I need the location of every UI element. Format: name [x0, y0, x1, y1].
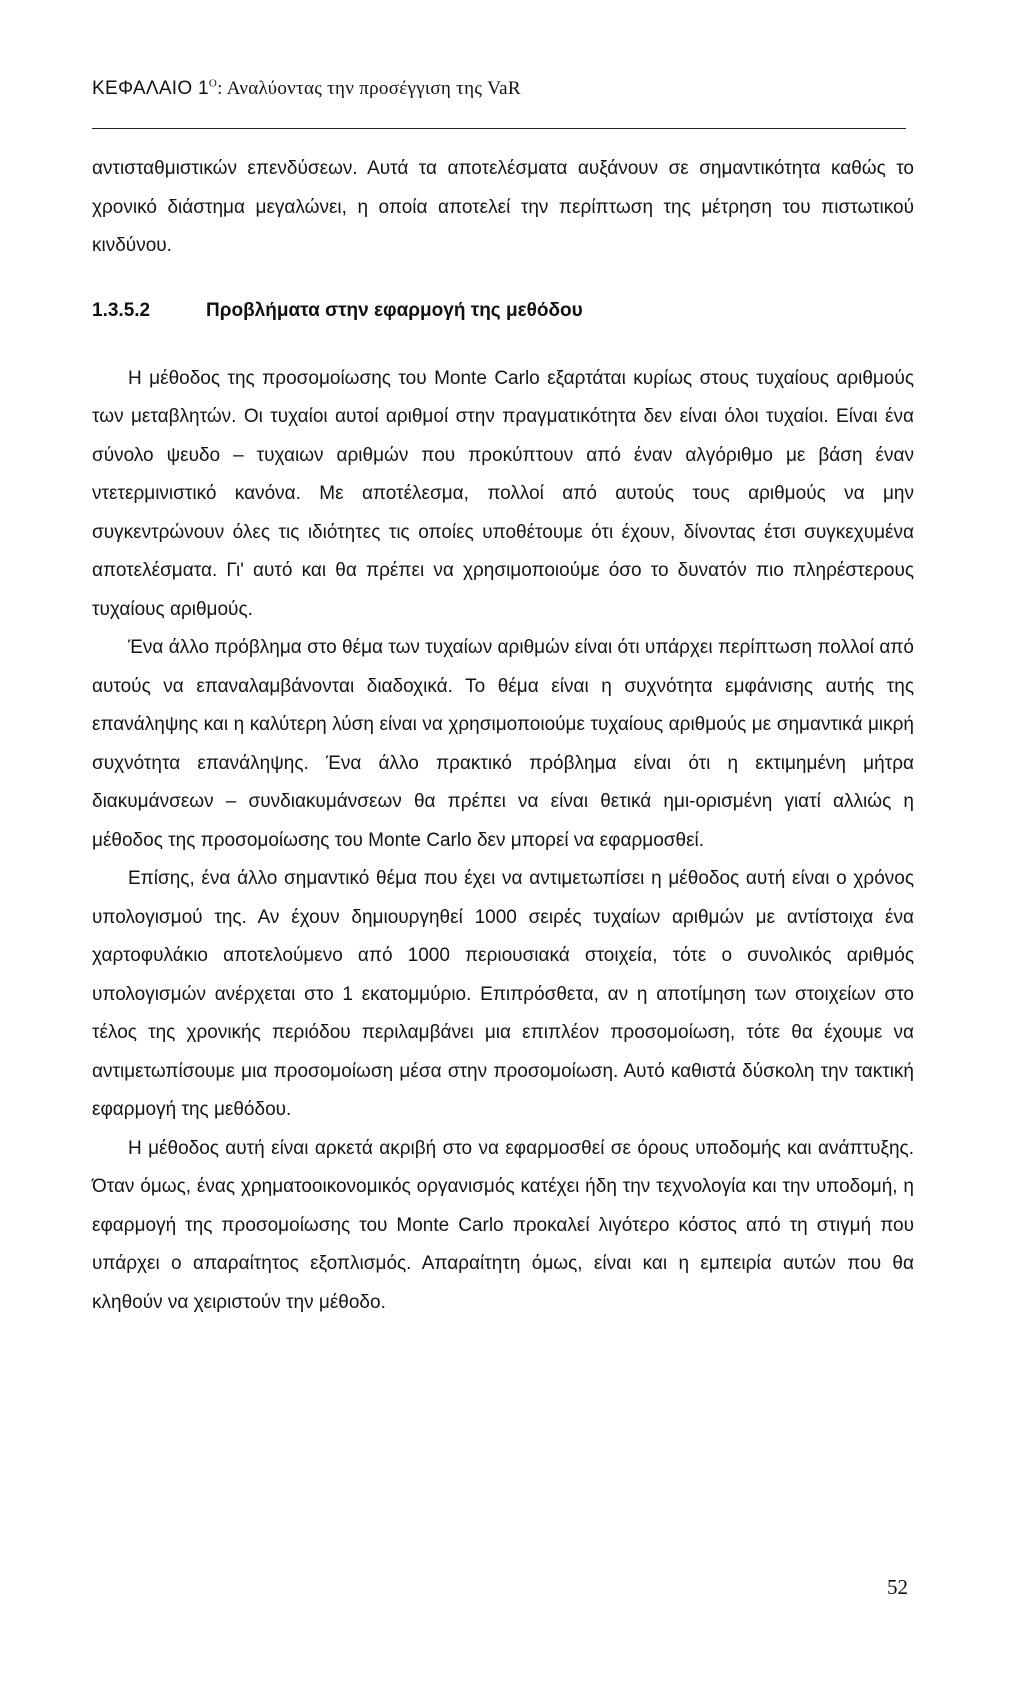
- chapter-superscript: Ο: [208, 77, 218, 90]
- paragraph-2: Ένα άλλο πρόβλημα στο θέμα των τυχαίων αριθμών είναι ότι υπάρχει περίπτωση πολλοί από αυτούς να επαναλαμβάνονται διαδοχικά. Το θέμα είναι η συχνότητα εμφάνισης αυτής της επανάληψης και η καλύτερη λύση είναι να χρησιμοποιούμε τυχαίους αριθμούς με σημαντικά μικρή συχνότητα επανάληψης. Ένα άλλο πρακτικό πρόβλημα είναι ότι η εκτιμημένη μήτρα διακυμάνσεων – συνδιακυμάνσεων θα πρέπει να είναι θετικά ημι-ορισμένη γιατί αλλιώς η μέθοδος της προσομοίωσης του Monte Carlo δεν μπορεί να εφαρμοσθεί.: [92, 637, 914, 851]
- chapter-label: ΚΕΦΑΛΑΙΟ 1: [92, 78, 209, 99]
- section-heading: [92, 298, 914, 324]
- paragraph-4: Η μέθοδος αυτή είναι αρκετά ακριβή στο να εφαρμοσθεί σε όρους υποδομής και ανάπτυξης. Όταν όμως, ένας χρηματοοικονομικός οργανισμός κατέχει ήδη την τεχνολογία και την υποδομή, η εφαρμογή της προσομοίωσης του Monte Carlo προκαλεί λιγότερο κόστος από τη στιγμή που υπάρχει ο απαραίτητος εξοπλισμός. Απαραίτητη όμως, είναι και η εμπειρία αυτών που θα κληθούν να χειριστούν την μέθοδο.: [92, 1137, 914, 1313]
- chapter-subtitle: : Αναλύοντας την προσέγγιση της VaR: [217, 78, 521, 99]
- paragraph-1: Η μέθοδος της προσομοίωσης του Monte Carlo εξαρτάται κυρίως στους τυχαίους αριθμούς των μεταβλητών. Οι τυχαίοι αυτοί αριθμοί στην πραγματικότητα δεν είναι όλοι τυχαίοι. Είναι ένα σύνολο ψευδο – τυχαιων αριθμών που προκύπτουν από έναν αλγόριθμο με βάση έναν ντετερμινιστικό κανόνα. Με αποτέλεσμα, πολλοί από αυτούς τους αριθμούς να μην συγκεντρώνουν όλες τις ιδιότητες τις οποίες υποθέτουμε ότι έχουν, δίνοντας έτσι συγκεχυμένα αποτελέσματα. Γι' αυτό και θα πρέπει να χρησιμοποιούμε όσο το δυνατόν πιο πληρέστερους τυχαίους αριθμούς.: [92, 367, 914, 620]
- section-title: Προβλήματα στην εφαρμογή της μεθόδου: [206, 299, 583, 321]
- header-rule: [92, 128, 906, 129]
- section-number: 1.3.5.2: [92, 299, 151, 321]
- page-number: 52: [887, 1575, 908, 1599]
- paragraph-3: Επίσης, ένα άλλο σημαντικό θέμα που έχει να αντιμετωπίσει η μέθοδος αυτή είναι ο χρόνος υπολογισμού της. Αν έχουν δημιουργηθεί 1000 σειρές τυχαίων αριθμών με αντίστοιχα ένα χαρτοφυλάκιο αποτελούμενο από 1000 περιουσιακά στοιχεία, τότε ο συνολικός αριθμός υπολογισμών ανέρχεται στο 1 εκατομμύριο. Επιπρόσθετα, αν η αποτίμηση των στοιχείων στο τέλος της χρονικής περιόδου περιλαμβάνει μια επιπλέον προσομοίωση, τότε θα έχουμε να αντιμετωπίσουμε μια προσομοίωση μέσα στην προσομοίωση. Αυτό καθιστά δύσκολη την τακτική εφαρμογή της μεθόδου.: [92, 868, 914, 1120]
- intro-paragraph: αντισταθμιστικών επενδύσεων. Αυτά τα αποτελέσματα αυξάνουν σε σημαντικότητα καθώς το χρονικό διάστημα μεγαλώνει, η οποία αποτελεί την περίπτωση της μέτρηση του πιστωτικού κινδύνου.: [92, 158, 914, 256]
- running-header: [92, 78, 521, 100]
- page-body: [92, 150, 914, 1322]
